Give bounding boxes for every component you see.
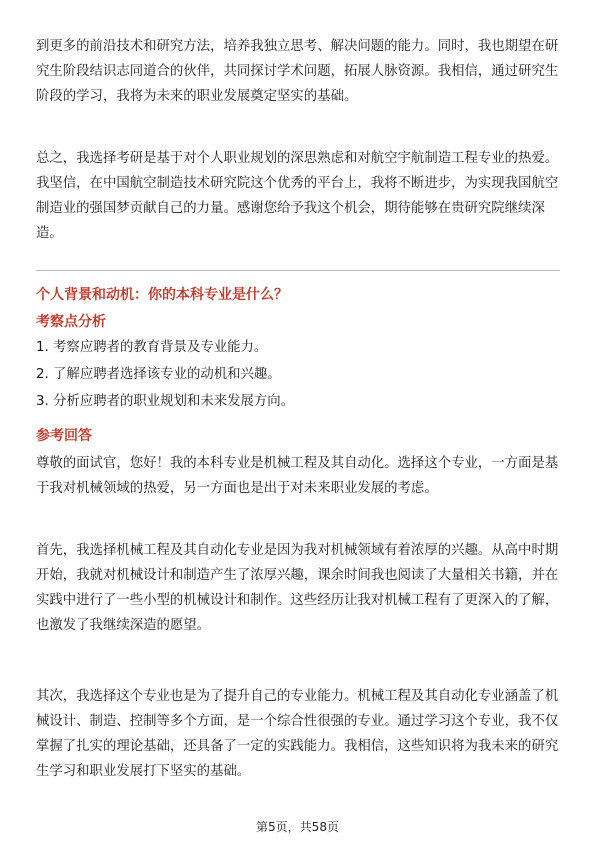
intro-paragraph: 到更多的前沿技术和研究方法，培养我独立思考、解决问题的能力。同时，我也期望在研究生阶段结识志同道合的伙伴，共同探讨学术问题，拓展人脉资源。我相信，通过研究生阶段的学习，我将为未来的职业发展奠定坚实的基础。 [36, 39, 559, 104]
answer-paragraph: 尊敬的面试官，您好！我的本科专业是机械工程及其自动化。选择这个专业，一方面是基于我对机械领域的热爱，另一方面也是出于对未来职业发展的考虑。 [36, 456, 559, 496]
page-footer: 第5页，共58页 [256, 820, 339, 834]
analysis-item: 3. 分析应聘者的职业规划和未来发展方向。 [36, 394, 295, 409]
analysis-item: 2. 了解应聘者选择该专业的动机和兴趣。 [36, 367, 281, 382]
analysis-heading: 考察点分析 [36, 314, 106, 330]
question-title: 个人背景和动机：你的本科专业是什么？ [36, 287, 288, 303]
answer-paragraph: 其次，我选择这个专业也是为了提升自己的专业能力。机械工程及其自动化专业涵盖了机械设计、制造、控制等多个方面，是一个综合性很强的专业。通过学习这个专业，我不仅掌握了扎实的理论基础，还具备了一定的实践能力。我相信，这些知识将为我未来的研究生学习和职业发展打下坚实的基础。 [36, 689, 559, 779]
answer-heading: 参考回答 [36, 428, 92, 444]
intro-paragraph: 总之，我选择考研是基于对个人职业规划的深思熟虑和对航空宇航制造工程专业的热爱。我坚信，在中国航空制造技术研究院这个优秀的平台上，我将不断进步，为实现我国航空制造业的强国梦贡献自己的力量。感谢您给予我这个机会，期待能够在贵研究院继续深造。 [36, 151, 559, 241]
section-divider [36, 270, 560, 271]
analysis-item: 1. 考察应聘者的教育背景及专业能力。 [36, 340, 268, 355]
answer-paragraph: 首先，我选择机械工程及其自动化专业是因为我对机械领域有着浓厚的兴趣。从高中时期开始，我就对机械设计和制造产生了浓厚兴趣，课余时间我也阅读了大量相关书籍，并在实践中进行了一些小型的机械设计和制作。这些经历让我对机械工程有了更深入的了解，也激发了我继续深造的愿望。 [36, 543, 559, 633]
